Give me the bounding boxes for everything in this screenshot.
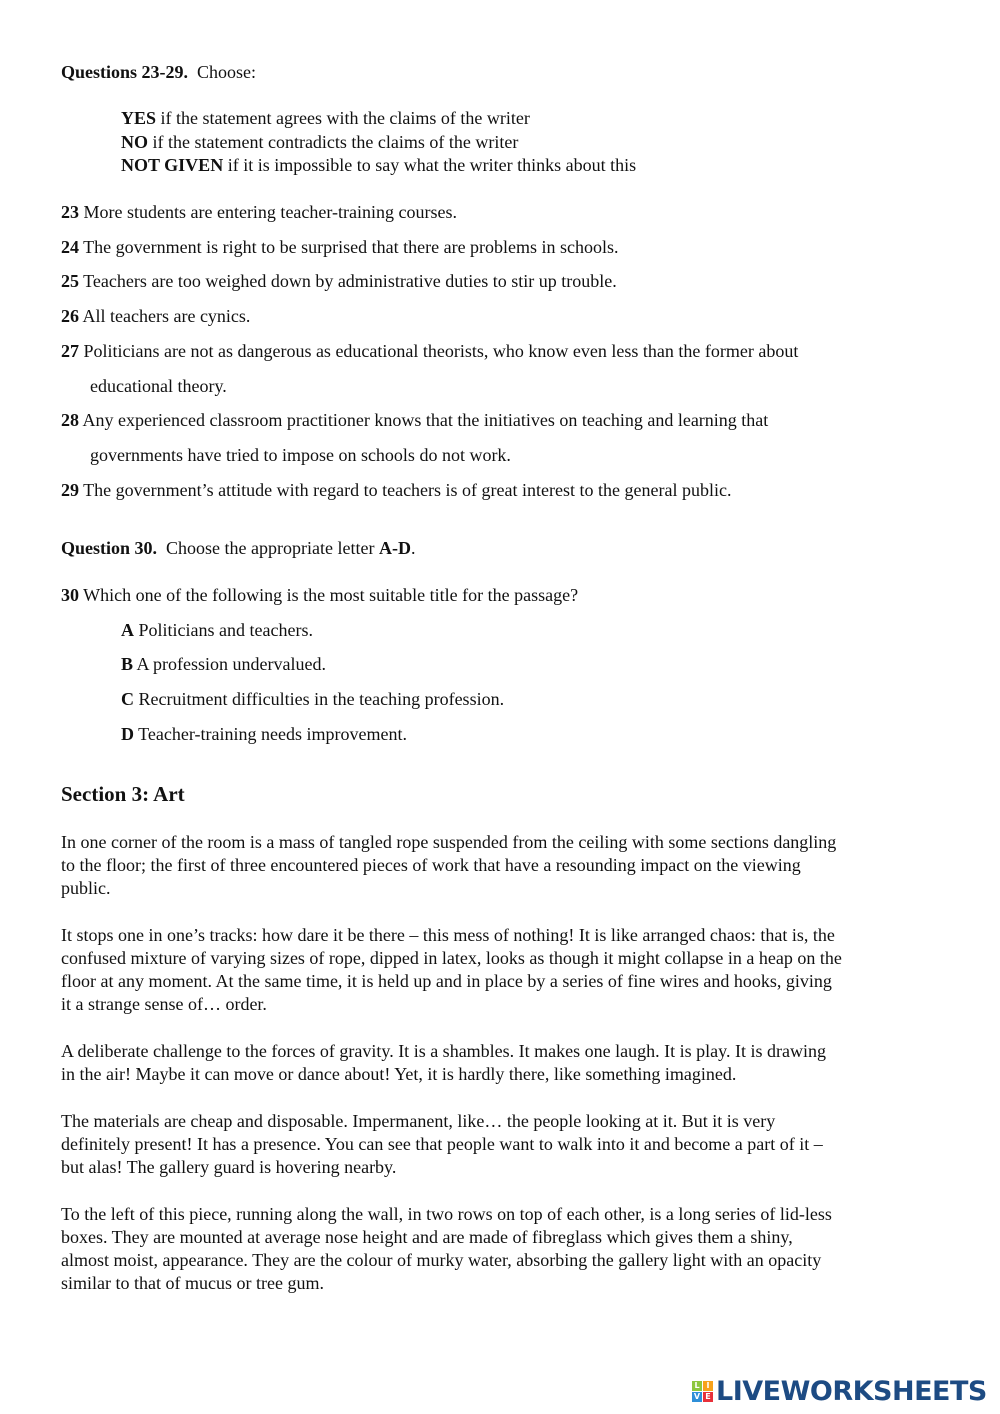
choice-letter: A bbox=[121, 620, 134, 640]
question-item bbox=[61, 479, 731, 501]
paragraph bbox=[61, 1203, 832, 1295]
logo-tile: I bbox=[703, 1381, 713, 1391]
questions-23-29-heading bbox=[61, 61, 256, 83]
question-item bbox=[61, 305, 250, 327]
question-text: The government’s attitude with regard to teachers is of great interest to the general public. bbox=[79, 480, 732, 500]
answer-option bbox=[121, 154, 636, 176]
question-number: 26 bbox=[61, 306, 79, 326]
question-item bbox=[61, 201, 457, 223]
paragraph bbox=[61, 924, 842, 1016]
paragraph-line: public. bbox=[61, 878, 111, 898]
question-number: 25 bbox=[61, 271, 79, 291]
question-text: More students are entering teacher-training courses. bbox=[79, 202, 457, 222]
choice-option bbox=[121, 653, 326, 675]
answer-option bbox=[121, 131, 518, 153]
liveworksheets-logo bbox=[692, 1376, 987, 1407]
question-number: 29 bbox=[61, 480, 79, 500]
answer-option bbox=[121, 107, 530, 129]
section-title: Section 3: Art bbox=[61, 782, 185, 806]
choice-option bbox=[121, 688, 504, 710]
paragraph-line: boxes. They are mounted at average nose height and are made of fibreglass which gives them a shiny, bbox=[61, 1227, 793, 1247]
question-number: 28 bbox=[61, 410, 79, 430]
option-text: if it is impossible to say what the writer thinks about this bbox=[223, 155, 637, 175]
paragraph-line: It stops one in one’s tracks: how dare it be there – this mess of nothing! It is like arranged chaos: that is, the bbox=[61, 925, 835, 945]
paragraph-line: to the floor; the first of three encountered pieces of work that have a resounding impact on the viewing bbox=[61, 855, 801, 875]
paragraph-line: it a strange sense of… order. bbox=[61, 994, 267, 1014]
paragraph bbox=[61, 1110, 823, 1179]
paragraph-line: To the left of this piece, running along the wall, in two rows on top of each other, is a long series of lid-less bbox=[61, 1204, 832, 1224]
question-item bbox=[61, 270, 617, 292]
choice-text: Recruitment difficulties in the teaching profession. bbox=[134, 689, 505, 709]
choice-option bbox=[121, 619, 313, 641]
logo-text: LIVEWORKSHEETS bbox=[716, 1376, 987, 1407]
choice-option bbox=[121, 723, 407, 745]
heading-rest: Choose the appropriate letter bbox=[157, 538, 379, 558]
paragraph bbox=[61, 831, 836, 900]
question-30-heading bbox=[61, 537, 415, 559]
question-text-continued: educational theory. bbox=[90, 376, 227, 396]
question-number: 30 bbox=[61, 585, 79, 605]
question-text: Any experienced classroom practitioner knows that the initiatives on teaching and learning that bbox=[79, 410, 769, 430]
heading-bold: Questions 23-29. bbox=[61, 62, 189, 82]
choice-text: Teacher-training needs improvement. bbox=[134, 724, 407, 744]
question-number: 27 bbox=[61, 341, 79, 361]
choice-letter: C bbox=[121, 689, 134, 709]
logo-tile: V bbox=[693, 1392, 701, 1401]
paragraph-line: in the air! Maybe it can move or dance about! Yet, it is hardly there, like something imagined. bbox=[61, 1064, 737, 1084]
paragraph-line: A deliberate challenge to the forces of gravity. It is a shambles. It makes one laugh. It is play. It is drawing bbox=[61, 1041, 826, 1061]
option-text: if the statement agrees with the claims of the writer bbox=[156, 108, 530, 128]
paragraph bbox=[61, 1040, 826, 1086]
paragraph-line: The materials are cheap and disposable. Impermanent, like… the people looking at it. But it is very bbox=[61, 1111, 776, 1131]
paragraph-line: similar to that of mucus or tree gum. bbox=[61, 1273, 324, 1293]
question-item bbox=[61, 409, 768, 431]
logo-tile: E bbox=[703, 1392, 713, 1402]
paragraph-line: floor at any moment. At the same time, it is held up and in place by a series of fine wires and hooks, giving bbox=[61, 971, 832, 991]
heading-end: . bbox=[410, 538, 416, 558]
question-text: Which one of the following is the most suitable title for the passage? bbox=[79, 585, 579, 605]
paragraph-line: almost moist, appearance. They are the colour of murky water, absorbing the gallery light with an opacity bbox=[61, 1250, 822, 1270]
paragraph-line: but alas! The gallery guard is hovering nearby. bbox=[61, 1157, 397, 1177]
logo-tile: L bbox=[692, 1381, 702, 1391]
choice-letter: D bbox=[121, 724, 134, 744]
paragraph-line: definitely present! It has a presence. You can see that people want to walk into it and become a part of it – bbox=[61, 1134, 823, 1154]
heading-rest: Choose: bbox=[188, 62, 257, 82]
question-text: All teachers are cynics. bbox=[79, 306, 251, 326]
choice-letter: B bbox=[121, 654, 134, 674]
paragraph-line: In one corner of the room is a mass of tangled rope suspended from the ceiling with some sections dangling bbox=[61, 832, 837, 852]
logo-tiles-icon bbox=[692, 1381, 713, 1402]
question-item bbox=[61, 236, 619, 258]
question-number: 23 bbox=[61, 202, 79, 222]
option-key: NO bbox=[121, 132, 148, 152]
question-text: The government is right to be surprised that there are problems in schools. bbox=[79, 237, 619, 257]
question-item bbox=[61, 340, 798, 362]
question-30 bbox=[61, 584, 578, 606]
question-text-continued: governments have tried to impose on schools do not work. bbox=[90, 445, 511, 465]
option-key: NOT GIVEN bbox=[121, 155, 224, 175]
paragraph-line: confused mixture of varying sizes of rope, dipped in latex, looks as though it might collapse in a heap on the bbox=[61, 948, 842, 968]
option-text: if the statement contradicts the claims of the writer bbox=[148, 132, 519, 152]
question-text: Teachers are too weighed down by administrative duties to stir up trouble. bbox=[79, 271, 617, 291]
choice-text: A profession undervalued. bbox=[133, 654, 326, 674]
heading-bold: Question 30. bbox=[61, 538, 158, 558]
question-number: 24 bbox=[61, 237, 79, 257]
heading-letters: A-D bbox=[378, 538, 411, 558]
question-text: Politicians are not as dangerous as educational theorists, who know even less than the former about bbox=[79, 341, 799, 361]
option-key: YES bbox=[121, 108, 157, 128]
choice-text: Politicians and teachers. bbox=[134, 620, 313, 640]
